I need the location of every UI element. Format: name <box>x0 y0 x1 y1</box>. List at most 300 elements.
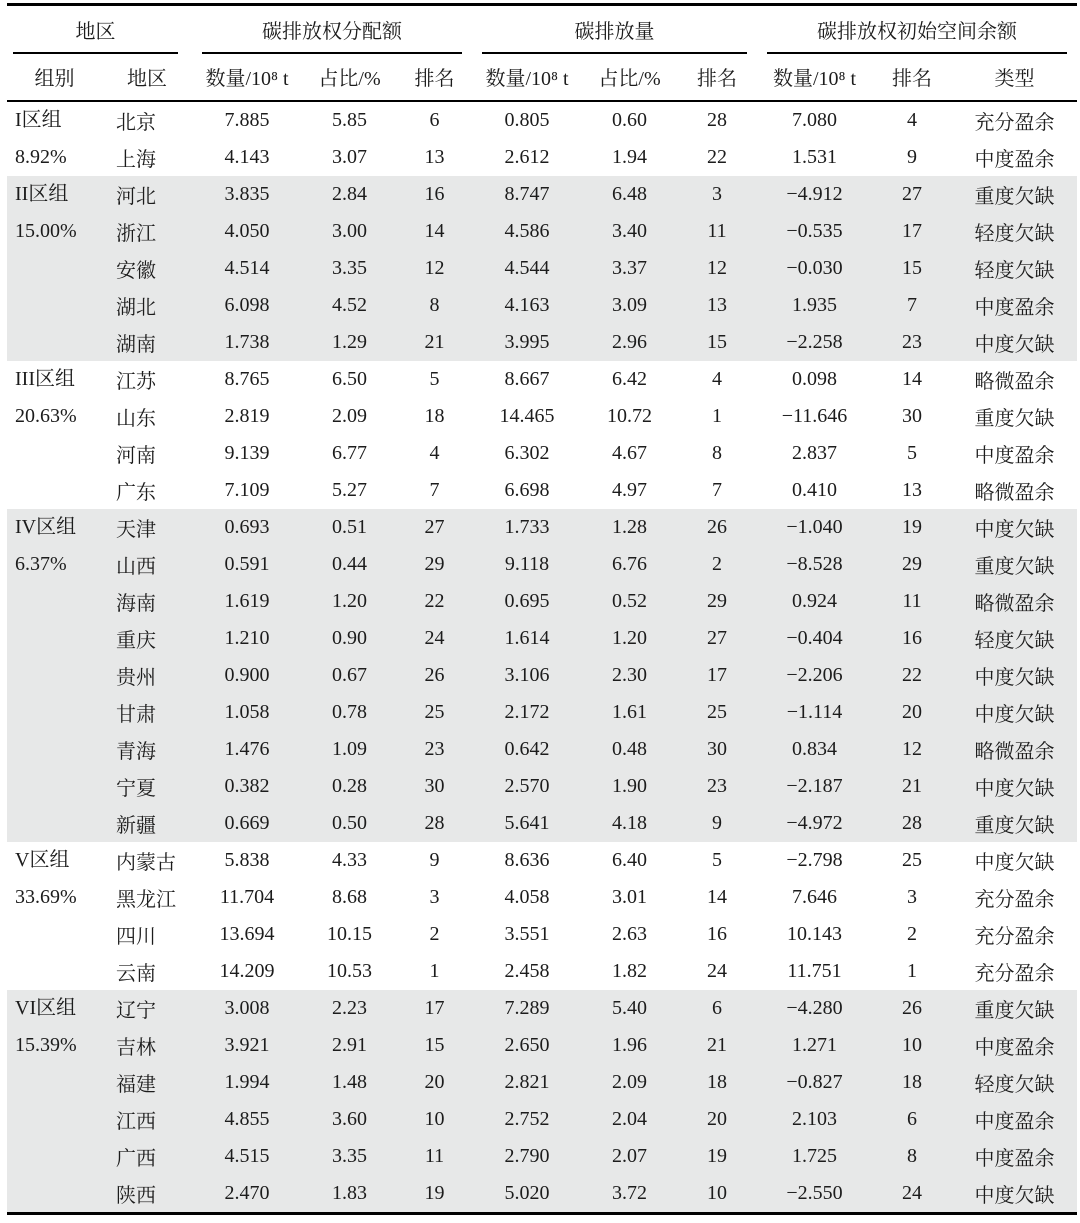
value-cell: 2 <box>677 546 757 583</box>
value-cell: 7 <box>872 287 952 324</box>
value-cell: 2.96 <box>582 324 677 361</box>
value-cell: 27 <box>872 176 952 213</box>
group-cell <box>7 176 102 361</box>
value-cell: 1 <box>429 960 440 982</box>
value-cell: 0.67 <box>302 657 397 694</box>
value-cell: 1.614 <box>472 620 582 657</box>
value-cell: 7 <box>712 479 723 501</box>
value-cell: 21 <box>397 324 472 361</box>
value-cell: 16 <box>707 923 728 945</box>
sub-header-10: 类型 <box>952 54 1077 101</box>
group-share: 33.69% <box>15 886 77 908</box>
province-cell: 北京 <box>116 112 156 134</box>
type-cell: 重度欠缺 <box>952 805 1077 842</box>
value-cell: 4.544 <box>472 250 582 287</box>
value-cell: 22 <box>872 657 952 694</box>
value-cell: 10 <box>872 1027 952 1064</box>
value-cell: −11.646 <box>781 405 848 427</box>
value-cell: 15 <box>397 1027 472 1064</box>
header-group-label: 碳排放权分配额 <box>202 6 462 54</box>
value-cell: 20 <box>397 1064 472 1101</box>
table-row <box>7 990 1077 1027</box>
province-cell: 山西 <box>102 546 192 583</box>
group-share: 15.39% <box>15 1034 77 1056</box>
value-cell: 5.27 <box>332 479 367 501</box>
table-row <box>7 509 1077 546</box>
value-cell: 2 <box>429 923 440 945</box>
type-cell: 重度欠缺 <box>952 546 1077 583</box>
sub-header-6: 占比/% <box>582 54 677 101</box>
sub-header-1: 地区 <box>102 54 192 101</box>
value-cell: 2.837 <box>792 442 838 464</box>
table-row <box>7 213 1077 250</box>
value-cell: 8 <box>712 442 723 464</box>
value-cell: 14.465 <box>499 405 555 427</box>
value-cell: 0.098 <box>792 368 838 390</box>
value-cell: 19 <box>397 1175 472 1214</box>
value-cell: 5.40 <box>582 990 677 1027</box>
value-cell: 6.76 <box>582 546 677 583</box>
value-cell: 1.20 <box>582 620 677 657</box>
value-cell: 0.44 <box>302 546 397 583</box>
value-cell: 29 <box>677 583 757 620</box>
value-cell: 8.747 <box>472 176 582 213</box>
sub-header-7: 排名 <box>677 54 757 101</box>
value-cell: 1.476 <box>192 731 302 768</box>
value-cell: 10.72 <box>607 405 653 427</box>
value-cell: 20 <box>677 1101 757 1138</box>
value-cell: 13.694 <box>219 923 275 945</box>
table-row <box>7 250 1077 287</box>
group-name: V区组 <box>15 849 70 871</box>
value-cell: 5 <box>907 442 918 464</box>
value-cell: 1 <box>712 405 723 427</box>
value-cell: 6.48 <box>582 176 677 213</box>
type-cell: 中度欠缺 <box>952 694 1077 731</box>
value-cell: 1.82 <box>612 960 648 982</box>
province-cell: 河北 <box>102 176 192 213</box>
table-row <box>7 805 1077 842</box>
type-cell: 充分盈余 <box>974 963 1055 985</box>
group-name: IV区组 <box>15 516 77 538</box>
value-cell: 2.790 <box>472 1138 582 1175</box>
value-cell: 1.531 <box>792 146 838 168</box>
value-cell: 6 <box>872 1101 952 1138</box>
value-cell: 16 <box>397 176 472 213</box>
table-row <box>7 1027 1077 1064</box>
province-cell: 青海 <box>102 731 192 768</box>
value-cell: 4.515 <box>192 1138 302 1175</box>
value-cell: 22 <box>707 146 728 168</box>
value-cell: −4.912 <box>757 176 872 213</box>
value-cell: 1.28 <box>582 509 677 546</box>
table-row <box>7 768 1077 805</box>
value-cell: 4.18 <box>582 805 677 842</box>
value-cell: 5.85 <box>332 109 367 131</box>
value-cell: 28 <box>872 805 952 842</box>
value-cell: 19 <box>677 1138 757 1175</box>
table-body <box>7 101 1077 1214</box>
value-cell: −0.535 <box>757 213 872 250</box>
value-cell: 2.103 <box>757 1101 872 1138</box>
value-cell: 26 <box>397 657 472 694</box>
sub-header-0: 组别 <box>7 54 102 101</box>
type-cell: 中度盈余 <box>952 1101 1077 1138</box>
value-cell: 0.60 <box>612 109 648 131</box>
value-cell: −1.114 <box>757 694 872 731</box>
value-cell: 4.143 <box>224 146 270 168</box>
value-cell: 4.52 <box>302 287 397 324</box>
value-cell: 3 <box>677 176 757 213</box>
sub-header-3: 占比/% <box>302 54 397 101</box>
value-cell: 1.96 <box>582 1027 677 1064</box>
value-cell: 4.050 <box>192 213 302 250</box>
table-row <box>7 1064 1077 1101</box>
value-cell: 6.50 <box>332 368 367 390</box>
value-cell: 7.885 <box>224 109 270 131</box>
value-cell: 3.835 <box>192 176 302 213</box>
table-row <box>7 435 1077 472</box>
value-cell: 3.40 <box>582 213 677 250</box>
value-cell: 3.921 <box>192 1027 302 1064</box>
value-cell: 4.67 <box>612 442 648 464</box>
value-cell: 2.04 <box>582 1101 677 1138</box>
type-cell: 充分盈余 <box>974 112 1055 134</box>
value-cell: 2.30 <box>582 657 677 694</box>
value-cell: 6.77 <box>332 442 367 464</box>
group-cell <box>7 101 102 176</box>
table-row <box>7 546 1077 583</box>
value-cell: 27 <box>397 509 472 546</box>
type-cell: 中度欠缺 <box>952 657 1077 694</box>
type-cell: 重度欠缺 <box>952 990 1077 1027</box>
type-cell: 轻度欠缺 <box>952 250 1077 287</box>
value-cell: 9 <box>677 805 757 842</box>
value-cell: 6.42 <box>612 368 648 390</box>
province-cell: 贵州 <box>102 657 192 694</box>
value-cell: 0.834 <box>757 731 872 768</box>
value-cell: 30 <box>902 405 923 427</box>
value-cell: 18 <box>677 1064 757 1101</box>
value-cell: 0.924 <box>757 583 872 620</box>
value-cell: 2.821 <box>472 1064 582 1101</box>
province-cell: 四川 <box>116 926 156 948</box>
value-cell: 3.00 <box>302 213 397 250</box>
value-cell: 14.209 <box>219 960 275 982</box>
province-cell: 江西 <box>102 1101 192 1138</box>
value-cell: 7.080 <box>792 109 838 131</box>
value-cell: 6 <box>429 109 440 131</box>
province-cell: 上海 <box>116 149 156 171</box>
value-cell: 1.738 <box>192 324 302 361</box>
type-cell: 轻度欠缺 <box>952 213 1077 250</box>
group-cell <box>7 842 102 990</box>
province-cell: 湖南 <box>102 324 192 361</box>
value-cell: 6 <box>677 990 757 1027</box>
value-cell: 5 <box>712 849 723 871</box>
value-cell: 9.139 <box>224 442 270 464</box>
value-cell: 10 <box>397 1101 472 1138</box>
value-cell: 3.35 <box>302 1138 397 1175</box>
value-cell: 11.751 <box>787 960 842 982</box>
value-cell: 0.900 <box>192 657 302 694</box>
type-cell: 略微盈余 <box>974 371 1055 393</box>
value-cell: −2.798 <box>786 849 843 871</box>
group-name: I区组 <box>15 109 62 131</box>
type-cell: 充分盈余 <box>974 926 1055 948</box>
value-cell: 8 <box>397 287 472 324</box>
value-cell: 23 <box>677 768 757 805</box>
table-row <box>7 1101 1077 1138</box>
sub-header-4: 排名 <box>397 54 472 101</box>
value-cell: 6.698 <box>504 479 550 501</box>
sub-header-9: 排名 <box>872 54 952 101</box>
value-cell: −2.187 <box>757 768 872 805</box>
value-cell: 30 <box>677 731 757 768</box>
value-cell: 2.09 <box>332 405 367 427</box>
table-row <box>7 101 1077 139</box>
value-cell: 1 <box>907 960 918 982</box>
value-cell: 26 <box>677 509 757 546</box>
table-header <box>7 5 1077 102</box>
value-cell: 26 <box>872 990 952 1027</box>
province-cell: 天津 <box>102 509 192 546</box>
value-cell: 11 <box>397 1138 472 1175</box>
value-cell: 2.09 <box>582 1064 677 1101</box>
value-cell: −0.030 <box>757 250 872 287</box>
type-cell: 重度欠缺 <box>952 176 1077 213</box>
type-cell: 轻度欠缺 <box>952 1064 1077 1101</box>
type-cell: 中度欠缺 <box>952 768 1077 805</box>
value-cell: −1.040 <box>757 509 872 546</box>
value-cell: 2.91 <box>302 1027 397 1064</box>
value-cell: 8.636 <box>504 849 550 871</box>
province-cell: 宁夏 <box>102 768 192 805</box>
province-cell: 湖北 <box>102 287 192 324</box>
value-cell: 4.058 <box>504 886 550 908</box>
header-group-3 <box>757 5 1077 55</box>
group-name: III区组 <box>15 368 75 390</box>
value-cell: 1.210 <box>192 620 302 657</box>
value-cell: 11 <box>872 583 952 620</box>
value-cell: 24 <box>397 620 472 657</box>
value-cell: 25 <box>902 849 923 871</box>
sub-header-8: 数量/10⁸ t <box>757 54 872 101</box>
value-cell: 2.752 <box>472 1101 582 1138</box>
table-row <box>7 842 1077 879</box>
value-cell: 3.106 <box>472 657 582 694</box>
province-cell: 云南 <box>116 963 156 985</box>
value-cell: 1.058 <box>192 694 302 731</box>
value-cell: 11.704 <box>219 886 275 908</box>
type-cell: 中度盈余 <box>952 287 1077 324</box>
value-cell: 4.586 <box>472 213 582 250</box>
value-cell: 18 <box>424 405 445 427</box>
group-cell <box>7 361 102 509</box>
value-cell: 5.020 <box>472 1175 582 1214</box>
group-name: VI区组 <box>15 997 77 1019</box>
value-cell: 9 <box>907 146 918 168</box>
value-cell: 2.84 <box>302 176 397 213</box>
value-cell: 5.641 <box>472 805 582 842</box>
type-cell: 略微盈余 <box>952 583 1077 620</box>
value-cell: 0.28 <box>302 768 397 805</box>
value-cell: 1.725 <box>757 1138 872 1175</box>
value-cell: 4.514 <box>192 250 302 287</box>
value-cell: 15 <box>677 324 757 361</box>
value-cell: 13 <box>902 479 923 501</box>
value-cell: 0.642 <box>472 731 582 768</box>
header-group-label: 地区 <box>13 6 178 54</box>
value-cell: 7 <box>429 479 440 501</box>
value-cell: 1.29 <box>302 324 397 361</box>
type-cell: 略微盈余 <box>974 482 1055 504</box>
value-cell: 14 <box>397 213 472 250</box>
value-cell: 2.63 <box>612 923 648 945</box>
type-cell: 中度盈余 <box>974 149 1055 171</box>
value-cell: 14 <box>707 886 728 908</box>
group-name: II区组 <box>15 183 69 205</box>
table-row <box>7 731 1077 768</box>
value-cell: 12 <box>677 250 757 287</box>
province-cell: 浙江 <box>102 213 192 250</box>
value-cell: 1.48 <box>302 1064 397 1101</box>
table-row <box>7 879 1077 916</box>
value-cell: 0.50 <box>302 805 397 842</box>
type-cell: 重度欠缺 <box>974 408 1055 430</box>
carbon-allocation-table <box>7 3 1077 1215</box>
value-cell: 4.163 <box>472 287 582 324</box>
province-cell: 吉林 <box>102 1027 192 1064</box>
table-row <box>7 620 1077 657</box>
type-cell: 中度欠缺 <box>952 1175 1077 1214</box>
type-cell: 中度盈余 <box>974 445 1055 467</box>
value-cell: 29 <box>397 546 472 583</box>
value-cell: 5 <box>429 368 440 390</box>
value-cell: 21 <box>677 1027 757 1064</box>
type-cell: 充分盈余 <box>974 889 1055 911</box>
value-cell: 3.008 <box>192 990 302 1027</box>
value-cell: 10.143 <box>787 923 843 945</box>
value-cell: −4.972 <box>757 805 872 842</box>
header-group-0 <box>7 5 192 55</box>
group-cell <box>7 990 102 1214</box>
value-cell: 8 <box>872 1138 952 1175</box>
value-cell: 2.819 <box>224 405 270 427</box>
value-cell: 0.90 <box>302 620 397 657</box>
province-cell: 黑龙江 <box>116 889 176 911</box>
value-cell: 6.40 <box>612 849 648 871</box>
province-cell: 海南 <box>102 583 192 620</box>
value-cell: 3.551 <box>504 923 550 945</box>
group-cell <box>7 509 102 842</box>
table-row <box>7 472 1077 509</box>
value-cell: 4 <box>429 442 440 464</box>
value-cell: −2.258 <box>757 324 872 361</box>
value-cell: 6.098 <box>192 287 302 324</box>
value-cell: 10.53 <box>327 960 372 982</box>
sub-header-2: 数量/10⁸ t <box>192 54 302 101</box>
value-cell: 1.619 <box>192 583 302 620</box>
table-row <box>7 361 1077 398</box>
province-cell: 福建 <box>102 1064 192 1101</box>
type-cell: 略微盈余 <box>952 731 1077 768</box>
value-cell: 19 <box>872 509 952 546</box>
value-cell: 12 <box>872 731 952 768</box>
value-cell: 2.650 <box>472 1027 582 1064</box>
table-row <box>7 657 1077 694</box>
value-cell: 11 <box>677 213 757 250</box>
value-cell: 1.61 <box>582 694 677 731</box>
value-cell: 24 <box>707 960 728 982</box>
province-cell: 江苏 <box>116 371 156 393</box>
value-cell: −2.550 <box>757 1175 872 1214</box>
value-cell: 20 <box>872 694 952 731</box>
value-cell: 0.78 <box>302 694 397 731</box>
value-cell: 0.382 <box>192 768 302 805</box>
value-cell: 7.646 <box>792 886 838 908</box>
value-cell: 22 <box>397 583 472 620</box>
value-cell: 4.33 <box>332 849 367 871</box>
table-row <box>7 694 1077 731</box>
value-cell: 0.51 <box>302 509 397 546</box>
value-cell: 2.07 <box>582 1138 677 1175</box>
value-cell: 1.09 <box>302 731 397 768</box>
value-cell: 28 <box>397 805 472 842</box>
value-cell: 3.995 <box>472 324 582 361</box>
value-cell: 24 <box>872 1175 952 1214</box>
value-cell: 2.23 <box>302 990 397 1027</box>
value-cell: 3 <box>907 886 918 908</box>
province-cell: 广西 <box>102 1138 192 1175</box>
value-cell: 0.52 <box>582 583 677 620</box>
value-cell: 4.97 <box>612 479 648 501</box>
value-cell: 4.855 <box>192 1101 302 1138</box>
value-cell: 1.733 <box>472 509 582 546</box>
value-cell: −0.404 <box>757 620 872 657</box>
type-cell: 中度欠缺 <box>974 852 1055 874</box>
province-cell: 山东 <box>116 408 156 430</box>
value-cell: −0.827 <box>757 1064 872 1101</box>
type-cell: 中度欠缺 <box>952 509 1077 546</box>
value-cell: 10 <box>677 1175 757 1214</box>
province-cell: 安徽 <box>102 250 192 287</box>
value-cell: −2.206 <box>757 657 872 694</box>
value-cell: 9.118 <box>472 546 582 583</box>
value-cell: 0.693 <box>192 509 302 546</box>
header-group-2 <box>472 5 757 55</box>
value-cell: 28 <box>707 109 728 131</box>
value-cell: 3.09 <box>582 287 677 324</box>
value-cell: 3.35 <box>302 250 397 287</box>
province-cell: 辽宁 <box>102 990 192 1027</box>
province-cell: 重庆 <box>102 620 192 657</box>
header-group-label: 碳排放权初始空间余额 <box>767 6 1067 54</box>
value-cell: 0.410 <box>792 479 838 501</box>
value-cell: 1.20 <box>302 583 397 620</box>
type-cell: 轻度欠缺 <box>952 620 1077 657</box>
group-share: 15.00% <box>15 220 77 242</box>
table-row <box>7 1138 1077 1175</box>
table-row <box>7 916 1077 953</box>
value-cell: 3.01 <box>612 886 648 908</box>
value-cell: 8.667 <box>504 368 550 390</box>
value-cell: 17 <box>872 213 952 250</box>
group-share: 6.37% <box>15 553 67 575</box>
value-cell: 27 <box>677 620 757 657</box>
value-cell: 9 <box>429 849 440 871</box>
province-cell: 广东 <box>116 482 156 504</box>
